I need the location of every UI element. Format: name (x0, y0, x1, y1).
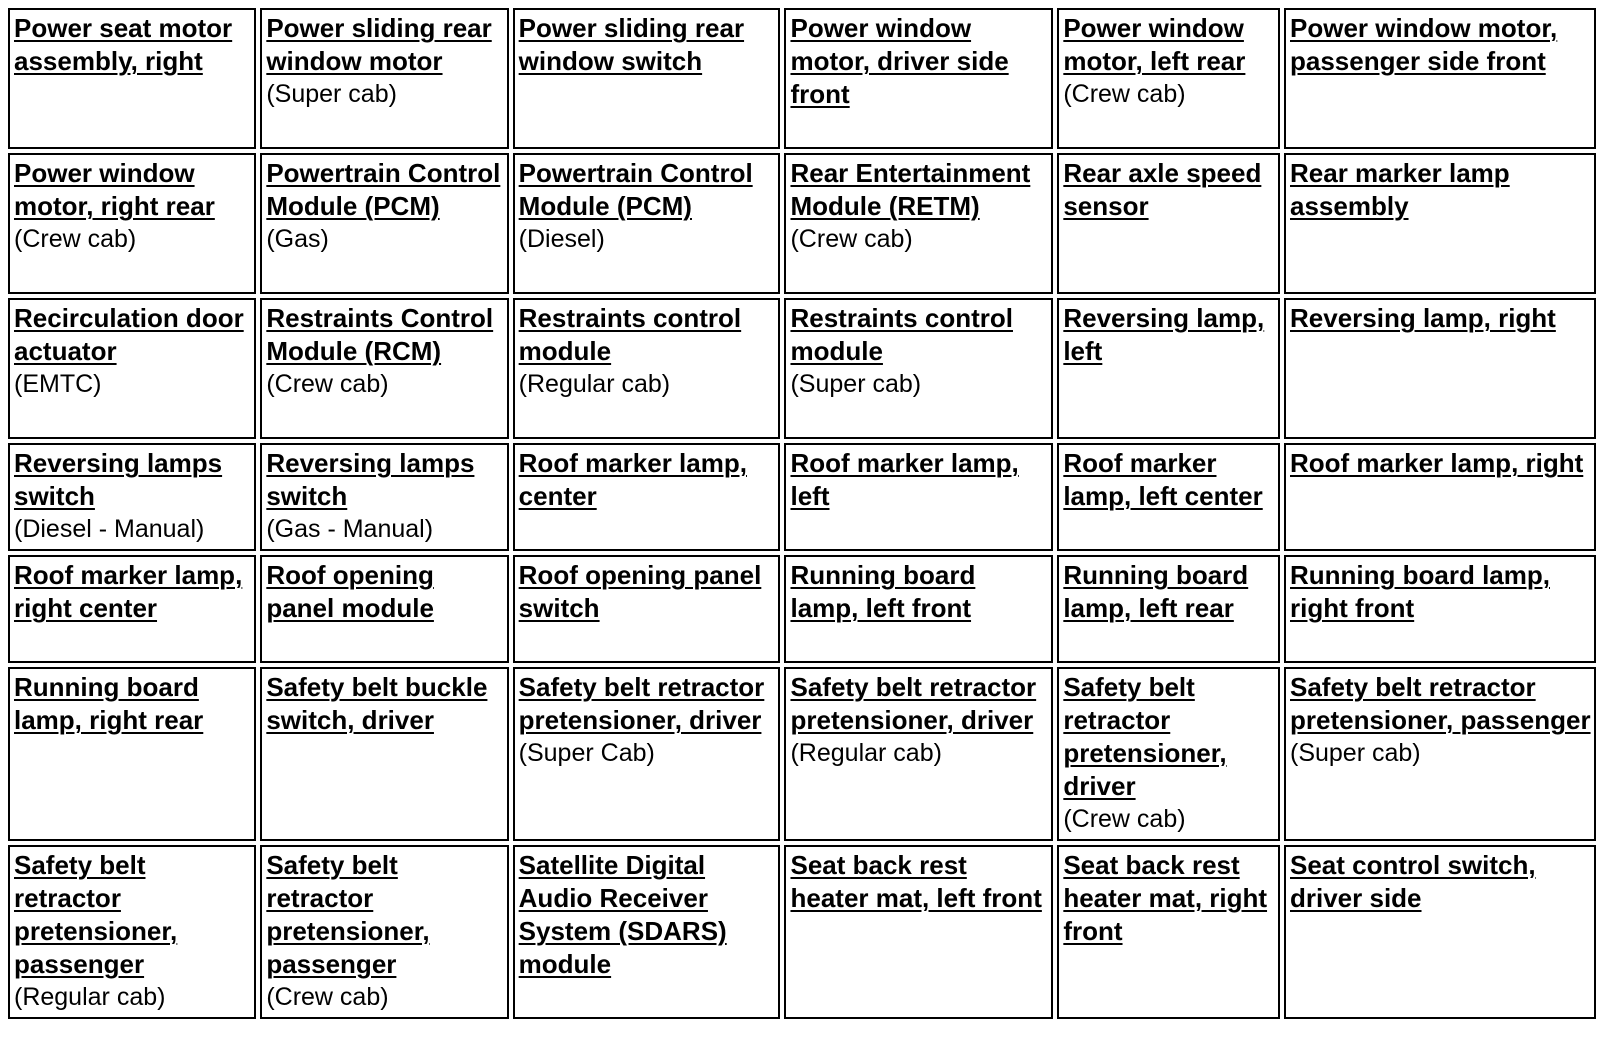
component-link[interactable]: Power seat motor assembly, right (14, 13, 233, 76)
cab-variant-note: (Crew cab) (266, 983, 389, 1011)
table-row (8, 443, 1596, 551)
component-link[interactable]: Powertrain Control Module (PCM) (518, 158, 753, 221)
table-cell (1284, 667, 1596, 841)
component-link[interactable]: Seat control switch, driver side (1290, 850, 1536, 913)
table-cell (260, 667, 508, 841)
component-index-table (4, 4, 1600, 1023)
cab-variant-note: (Crew cab) (1063, 805, 1186, 833)
table-cell (8, 8, 256, 149)
table-cell (8, 555, 256, 663)
component-link[interactable]: Power window motor, right rear (14, 158, 215, 221)
table-cell (513, 667, 781, 841)
cab-variant-note: (Regular cab) (14, 983, 166, 1011)
table-cell (1057, 667, 1280, 841)
table-cell (513, 8, 781, 149)
component-link[interactable]: Reversing lamp, right (1290, 303, 1556, 333)
component-link[interactable]: Running board lamp, right rear (14, 672, 204, 735)
cab-variant-note: (Super cab) (790, 370, 922, 398)
component-link[interactable]: Running board lamp, right front (1290, 560, 1550, 623)
component-link[interactable]: Safety belt retractor pretensioner, driver (790, 672, 1037, 735)
table-row (8, 667, 1596, 841)
component-link[interactable]: Running board lamp, left rear (1063, 560, 1249, 623)
table-cell (8, 153, 256, 294)
component-link[interactable]: Power window motor, left rear (1063, 13, 1246, 76)
cab-variant-note: (Regular cab) (518, 370, 671, 398)
component-link[interactable]: Running board lamp, left front (790, 560, 976, 623)
table-cell (1057, 443, 1280, 551)
cab-variant-note: (Diesel) (518, 225, 605, 253)
component-link[interactable]: Rear Entertainment Module (RETM) (790, 158, 1031, 221)
table-cell (513, 555, 781, 663)
table-cell (260, 443, 508, 551)
component-link[interactable]: Reversing lamps switch (266, 448, 475, 511)
component-link[interactable]: Roof marker lamp, right center (14, 560, 243, 623)
table-cell (513, 298, 781, 439)
component-link[interactable]: Recirculation door actuator (14, 303, 244, 366)
table-cell (8, 443, 256, 551)
cab-variant-note: (Crew cab) (790, 225, 913, 253)
cab-variant-note: (EMTC) (14, 370, 102, 398)
table-cell (513, 845, 781, 1019)
component-link[interactable]: Roof marker lamp, left center (1063, 448, 1263, 511)
component-link[interactable]: Power sliding rear window switch (518, 13, 745, 76)
table-cell (513, 153, 781, 294)
table-cell (784, 153, 1053, 294)
component-link[interactable]: Safety belt retractor pretensioner, driver (1063, 672, 1227, 801)
table-cell (260, 8, 508, 149)
table-cell (260, 555, 508, 663)
cab-variant-note: (Crew cab) (14, 225, 137, 253)
table-cell (784, 667, 1053, 841)
component-link[interactable]: Seat back rest heater mat, right front (1063, 850, 1268, 946)
table-row (8, 8, 1596, 149)
component-link[interactable]: Safety belt retractor pretensioner, passenger (266, 850, 430, 979)
cab-variant-note: (Gas - Manual) (266, 515, 434, 543)
table-cell (1057, 845, 1280, 1019)
table-row (8, 845, 1596, 1019)
table-cell (1057, 555, 1280, 663)
table-row (8, 153, 1596, 294)
cab-variant-note: (Super cab) (266, 80, 397, 108)
component-link[interactable]: Powertrain Control Module (PCM) (266, 158, 501, 221)
table-cell (260, 153, 508, 294)
table-cell (1057, 8, 1280, 149)
component-index-body (8, 8, 1596, 1019)
table-cell (1284, 153, 1596, 294)
table-cell (1284, 845, 1596, 1019)
cab-variant-note: (Super cab) (1290, 739, 1421, 767)
table-cell (8, 667, 256, 841)
cab-variant-note: (Regular cab) (790, 739, 942, 767)
cab-variant-note: (Diesel - Manual) (14, 515, 205, 543)
component-link[interactable]: Roof marker lamp, center (518, 448, 747, 511)
table-cell (784, 555, 1053, 663)
cab-variant-note: (Super Cab) (518, 739, 655, 767)
table-cell (1057, 298, 1280, 439)
component-link[interactable]: Reversing lamps switch (14, 448, 223, 511)
component-link[interactable]: Roof marker lamp, right (1290, 448, 1584, 478)
table-cell (784, 845, 1053, 1019)
table-cell (1284, 555, 1596, 663)
component-link[interactable]: Roof marker lamp, left (790, 448, 1019, 511)
component-link[interactable]: Safety belt retractor pretensioner, driver (518, 672, 765, 735)
table-cell (1284, 443, 1596, 551)
component-link[interactable]: Rear axle speed sensor (1063, 158, 1262, 221)
component-link[interactable]: Restraints Control Module (RCM) (266, 303, 494, 366)
component-link[interactable]: Seat back rest heater mat, left front (790, 850, 1042, 913)
component-link[interactable]: Reversing lamp, left (1063, 303, 1265, 366)
table-row (8, 298, 1596, 439)
component-link[interactable]: Restraints control module (518, 303, 742, 366)
table-cell (8, 298, 256, 439)
table-cell (260, 845, 508, 1019)
table-row (8, 555, 1596, 663)
table-cell (1284, 298, 1596, 439)
component-link[interactable]: Safety belt retractor pretensioner, passenger (14, 850, 178, 979)
table-cell (1057, 153, 1280, 294)
component-link[interactable]: Roof opening panel switch (518, 560, 762, 623)
cab-variant-note: (Crew cab) (266, 370, 389, 398)
table-cell (8, 845, 256, 1019)
cab-variant-note: (Crew cab) (1063, 80, 1186, 108)
component-link[interactable]: Safety belt buckle switch, driver (266, 672, 488, 735)
table-cell (513, 443, 781, 551)
component-link[interactable]: Power window motor, driver side front (790, 13, 1009, 109)
table-cell (784, 443, 1053, 551)
component-link[interactable]: Satellite Digital Audio Receiver System (SDARS) module (518, 850, 727, 979)
component-link[interactable]: Roof opening panel module (266, 560, 434, 623)
cab-variant-note: (Gas) (266, 225, 329, 253)
component-link[interactable]: Safety belt retractor pretensioner, passenger (1290, 672, 1591, 735)
component-link[interactable]: Power sliding rear window motor (266, 13, 492, 76)
table-cell (1284, 8, 1596, 149)
table-cell (784, 8, 1053, 149)
table-cell (784, 298, 1053, 439)
component-link[interactable]: Power window motor, passenger side front (1290, 13, 1558, 76)
table-cell (260, 298, 508, 439)
component-link[interactable]: Restraints control module (790, 303, 1013, 366)
component-link[interactable]: Rear marker lamp assembly (1290, 158, 1510, 221)
